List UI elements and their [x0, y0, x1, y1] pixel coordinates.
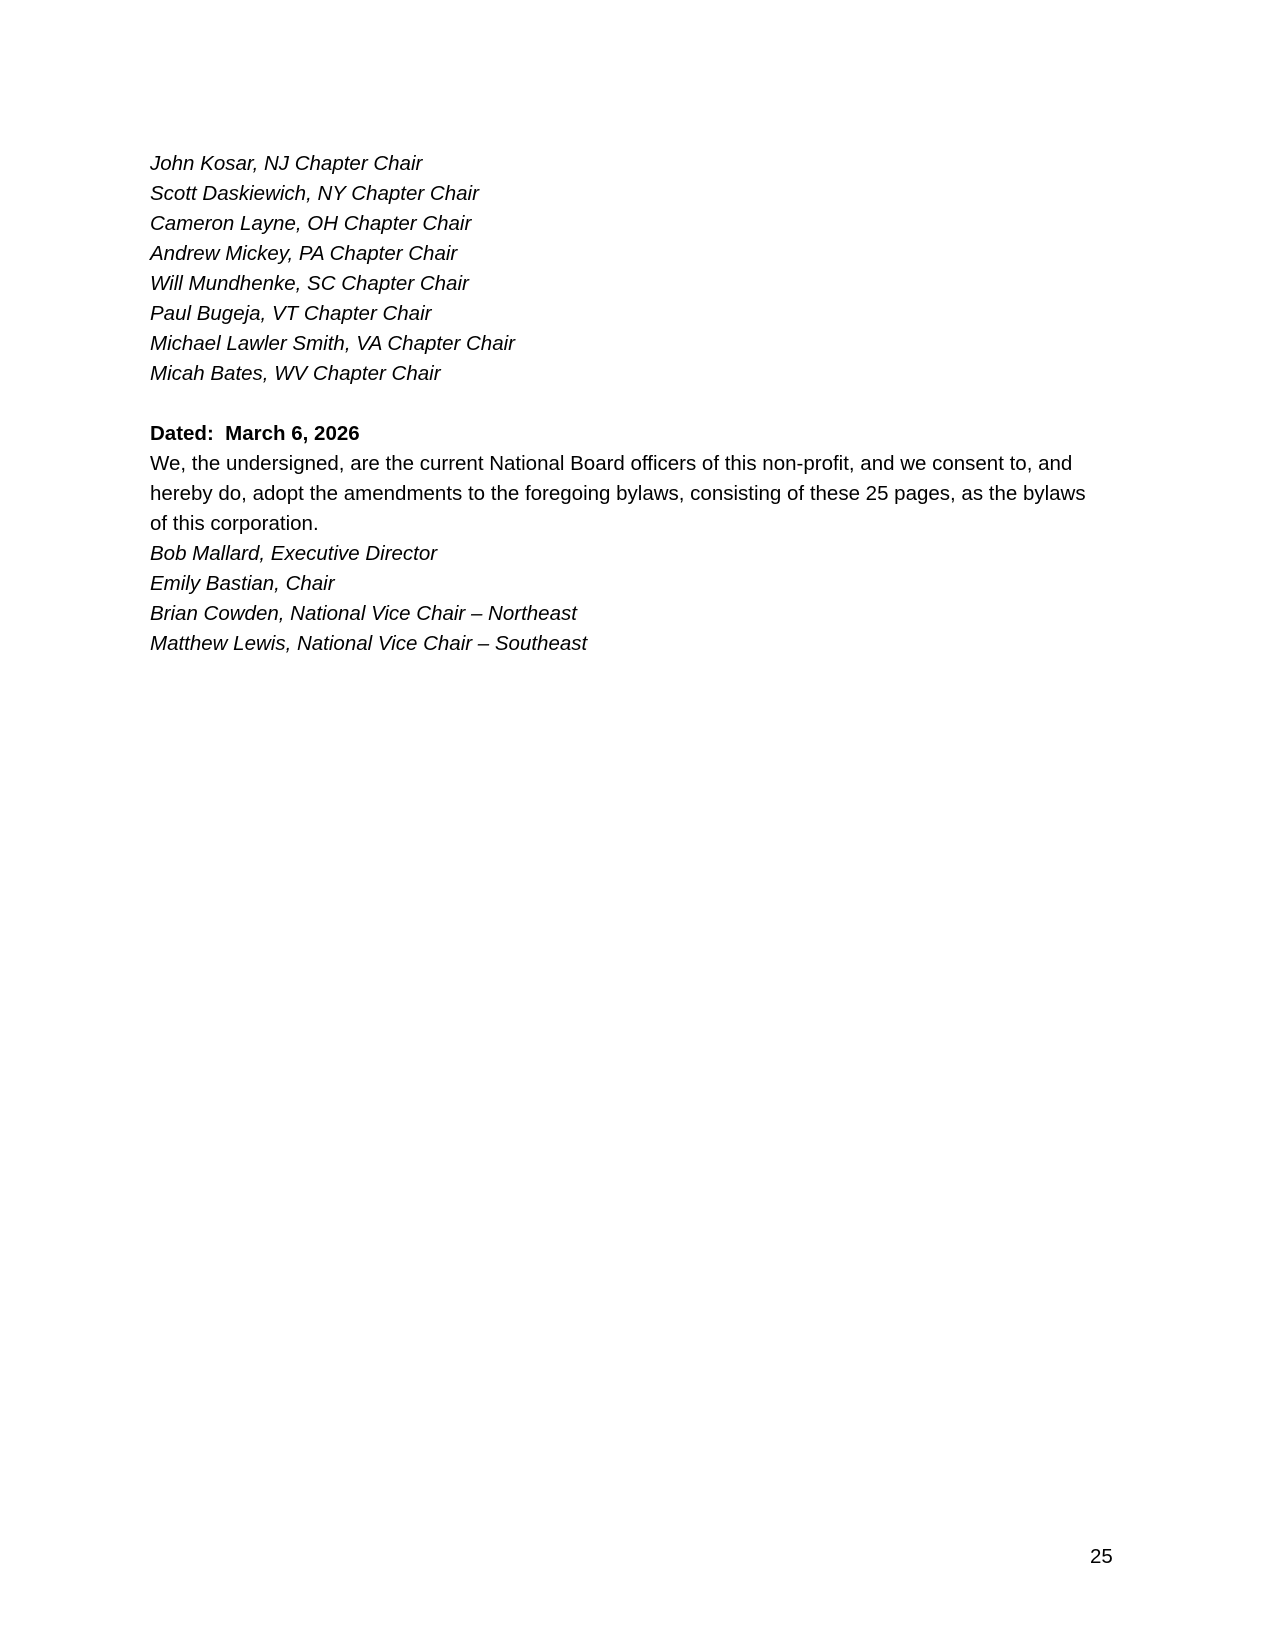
chapter-chair-line: Paul Bugeja, VT Chapter Chair — [150, 302, 432, 325]
consent-paragraph-line: hereby do, adopt the amendments to the foregoing bylaws, consisting of these 25 pages, as the bylaws — [150, 482, 1086, 505]
chapter-chair-line: Scott Daskiewich, NY Chapter Chair — [150, 182, 479, 205]
section-spacer — [150, 389, 1125, 419]
officers-list — [150, 539, 1125, 659]
chapter-chair-line: Michael Lawler Smith, VA Chapter Chair — [150, 332, 515, 355]
chapter-chairs-list — [150, 149, 1125, 389]
officer-line: Brian Cowden, National Vice Chair – Northeast — [150, 602, 577, 625]
officer-line: Matthew Lewis, National Vice Chair – Southeast — [150, 632, 588, 655]
consent-paragraph-line: We, the undersigned, are the current National Board officers of this non-profit, and we consent to, and — [150, 452, 1073, 475]
chapter-chair-line: Cameron Layne, OH Chapter Chair — [150, 212, 472, 235]
page-number: 25 — [1090, 1545, 1113, 1568]
officer-line: Bob Mallard, Executive Director — [150, 542, 438, 565]
chapter-chair-line: Andrew Mickey, PA Chapter Chair — [150, 242, 458, 265]
chapter-chair-line: Micah Bates, WV Chapter Chair — [150, 362, 441, 385]
chapter-chair-line: John Kosar, NJ Chapter Chair — [150, 152, 423, 175]
dated-heading: Dated: March 6, 2026 — [150, 422, 360, 445]
officer-line: Emily Bastian, Chair — [150, 572, 335, 595]
consent-paragraph — [150, 449, 1125, 539]
chapter-chair-line: Will Mundhenke, SC Chapter Chair — [150, 272, 469, 295]
page-content — [150, 149, 1125, 659]
consent-paragraph-line: of this corporation. — [150, 512, 319, 535]
